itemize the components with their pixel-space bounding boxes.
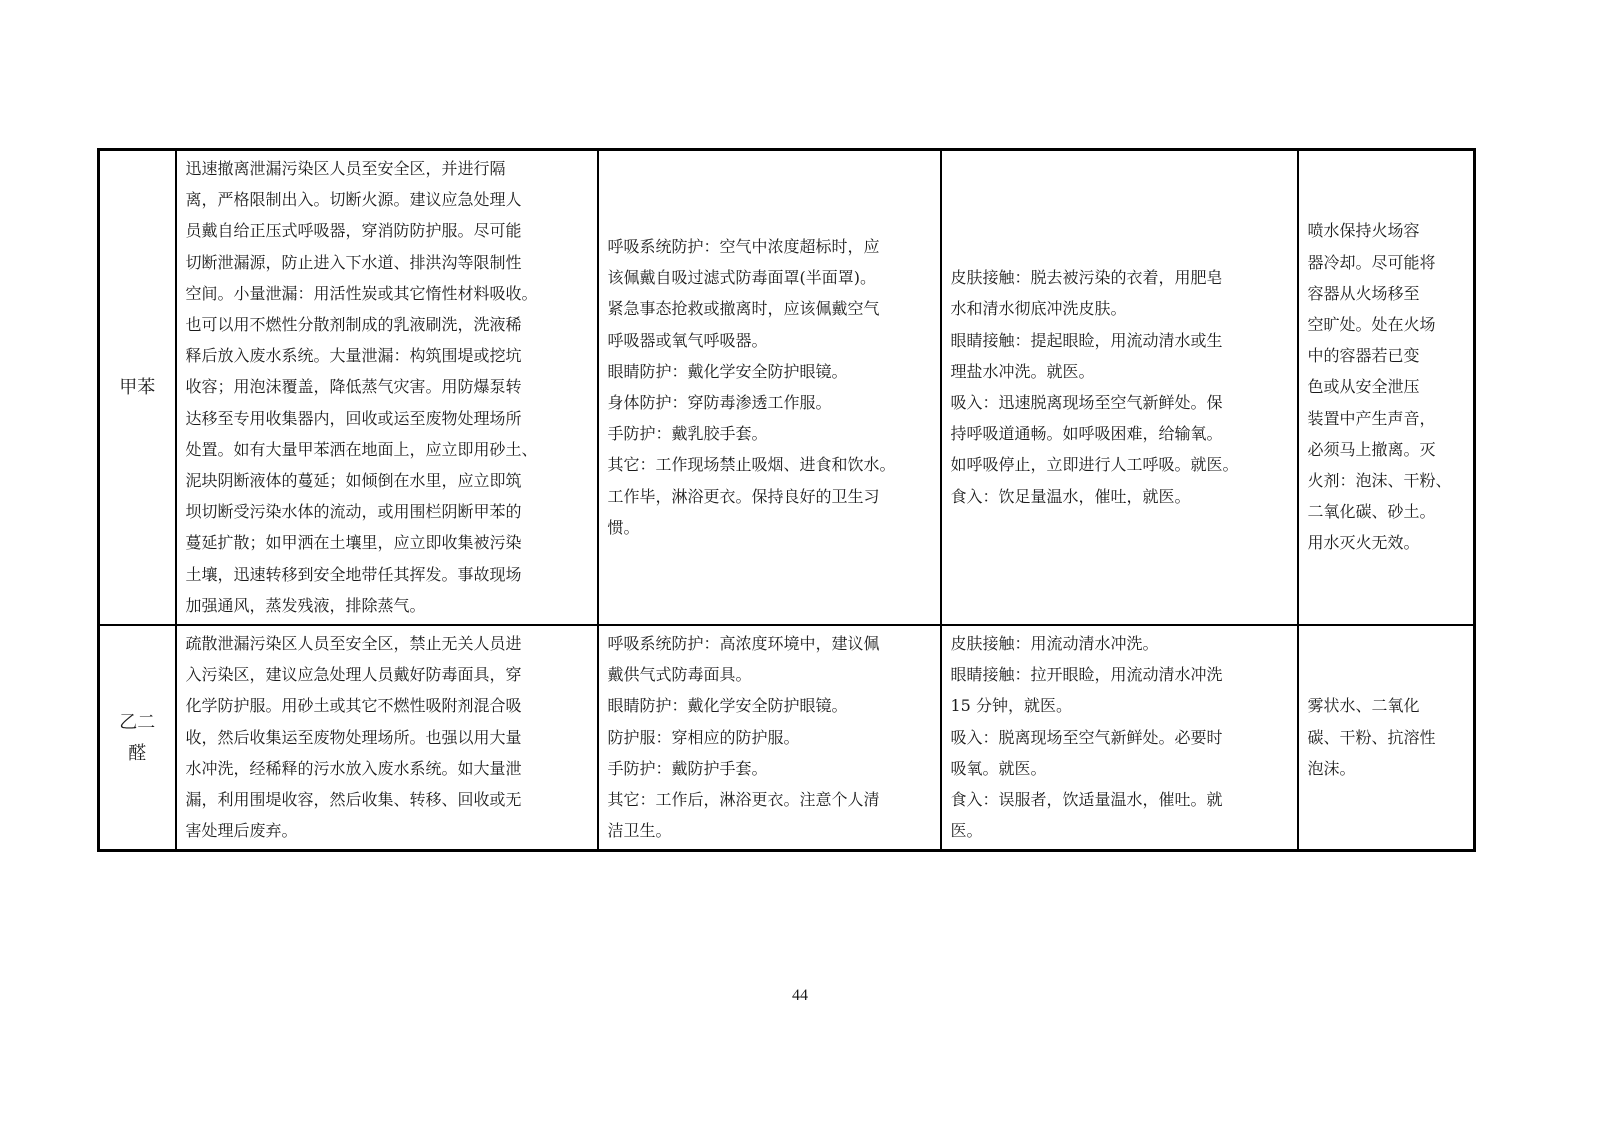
text-line: 喷水保持火场容 (1307, 221, 1420, 241)
text-line: 土壤，迅速转移到安全地带任其挥发。事故现场 (185, 564, 522, 584)
text-line: 惯。 (607, 517, 640, 537)
text-line: 理盐水冲洗。就医。 (950, 361, 1095, 381)
text-line: 吸入：脱离现场至空气新鲜处。必要时 (950, 727, 1223, 747)
text-line: 戴供气式防毒面具。 (607, 665, 752, 685)
text-line: 必须马上撤离。灭 (1307, 439, 1436, 459)
leak-response-cell (176, 625, 598, 851)
text-line: 收，然后收集运至废物处理场所。也强以用大量 (185, 727, 522, 747)
text-line: 如呼吸停止，立即进行人工呼吸。就医。 (950, 455, 1239, 475)
substance-name: 甲苯 (119, 376, 156, 398)
text-line: 工作毕，淋浴更衣。保持良好的卫生习 (607, 486, 880, 506)
text-line: 也可以用不燃性分散剂制成的乳液刷洗，洗液稀 (185, 315, 522, 335)
table-row (99, 625, 1475, 851)
text-line: 空旷处。处在火场 (1307, 315, 1436, 335)
text-line: 医。 (950, 821, 983, 841)
fire-fighting-text (1308, 690, 1465, 784)
text-line: 眼睛接触：提起眼睑，用流动清水或生 (950, 330, 1223, 350)
substance-name: 乙二醛 (119, 711, 156, 764)
text-line: 泥块阴断液体的蔓延；如倾倒在水里，应立即筑 (185, 471, 522, 491)
text-line: 漏，利用围堤收容，然后收集、转移、回收或无 (185, 790, 522, 810)
leak-response-cell (176, 150, 598, 626)
text-line: 水冲洗，经稀释的污水放入废水系统。如大量泄 (185, 758, 522, 778)
leak-response-text (186, 153, 588, 621)
text-line: 处置。如有大量甲苯洒在地面上，应立即用砂土、 (185, 439, 538, 459)
text-line: 装置中产生声音， (1307, 408, 1436, 428)
fire-fighting-cell (1298, 625, 1475, 851)
fire-fighting-text (1308, 215, 1465, 558)
protection-cell (598, 150, 941, 626)
text-line: 空间。小量泄漏：用活性炭或其它惰性材料吸收。 (185, 283, 538, 303)
first-aid-cell (941, 150, 1298, 626)
text-line: 色或从安全泄压 (1307, 377, 1420, 397)
text-line: 害处理后废弃。 (185, 821, 298, 841)
text-line: 15 分钟，就医。 (950, 696, 1072, 716)
text-line: 蔓延扩散；如甲洒在土壤里，应立即收集被污染 (185, 533, 522, 553)
text-line: 二氧化碳、砂土。 (1307, 502, 1436, 522)
text-line: 呼吸系统防护：高浓度环境中，建议佩 (607, 634, 880, 654)
text-line: 化学防护服。用砂土或其它不燃性吸附剂混合吸 (185, 696, 522, 716)
text-line: 紧急事态抢救或撤离时，应该佩戴空气 (607, 299, 880, 319)
table-row (99, 150, 1475, 626)
text-line: 用水灭火无效。 (1307, 533, 1420, 553)
text-line: 呼吸器或氧气呼吸器。 (607, 330, 768, 350)
text-line: 洁卫生。 (607, 821, 672, 841)
text-line: 火剂：泡沫、干粉、 (1307, 471, 1452, 491)
text-line: 碳、干粉、抗溶性 (1307, 727, 1436, 747)
text-line: 皮肤接触：用流动清水冲洗。 (950, 634, 1159, 654)
text-line: 其它：工作现场禁止吸烟、进食和饮水。 (607, 455, 896, 475)
text-line: 释后放入废水系统。大量泄漏：构筑围堤或挖坑 (185, 346, 522, 366)
text-line: 吸入：迅速脱离现场至空气新鲜处。保 (950, 393, 1223, 413)
text-line: 水和清水彻底冲洗皮肤。 (950, 299, 1127, 319)
text-line: 食入：误服者，饮适量温水，催吐。就 (950, 790, 1223, 810)
first-aid-text (951, 262, 1288, 512)
text-line: 泡沫。 (1307, 758, 1356, 778)
text-line: 达移至专用收集器内，回收或运至废物处理场所 (185, 408, 522, 428)
text-line: 防护服：穿相应的防护服。 (607, 727, 800, 747)
text-line: 加强通风，蒸发残液，排除蒸气。 (185, 595, 426, 615)
text-line: 吸氧。就医。 (950, 758, 1047, 778)
text-line: 眼睛防护：戴化学安全防护眼镜。 (607, 361, 848, 381)
text-line: 身体防护：穿防毒渗透工作服。 (607, 393, 832, 413)
text-line: 雾状水、二氧化 (1307, 696, 1420, 716)
text-line: 离，严格限制出入。切断火源。建议应急处理人 (185, 190, 522, 210)
fire-fighting-cell (1298, 150, 1475, 626)
hazard-response-table (97, 148, 1476, 852)
text-line: 食入：饮足量温水，催吐，就医。 (950, 486, 1191, 506)
text-line: 收容；用泡沫覆盖，降低蒸气灾害。用防爆泵转 (185, 377, 522, 397)
text-line: 眼睛接触：拉开眼睑，用流动清水冲洗 (950, 665, 1223, 685)
text-line: 疏散泄漏污染区人员至安全区，禁止无关人员进 (185, 634, 522, 654)
first-aid-text (951, 628, 1288, 846)
text-line: 器冷却。尽可能将 (1307, 252, 1436, 272)
text-line: 中的容器若已变 (1307, 346, 1420, 366)
first-aid-cell (941, 625, 1298, 851)
text-line: 手防护：戴乳胶手套。 (607, 424, 768, 444)
text-line: 入污染区，建议应急处理人员戴好防毒面具，穿 (185, 665, 522, 685)
text-line: 员戴自给正压式呼吸器，穿消防防护服。尽可能 (185, 221, 522, 241)
text-line: 呼吸系统防护：空气中浓度超标时，应 (607, 237, 880, 256)
text-line: 迅速撤离泄漏污染区人员至安全区，并进行隔 (185, 159, 506, 178)
protection-text (608, 231, 931, 543)
text-line: 坝切断受污染水体的流动，或用围栏阴断甲苯的 (185, 502, 522, 522)
substance-name-cell (99, 150, 176, 626)
text-line: 眼睛防护：戴化学安全防护眼镜。 (607, 696, 848, 716)
text-line: 其它：工作后，淋浴更衣。注意个人清 (607, 790, 880, 810)
text-line: 持呼吸道通畅。如呼吸困难，给输氧。 (950, 424, 1223, 444)
text-line: 手防护：戴防护手套。 (607, 758, 768, 778)
page-number: 44 (792, 987, 808, 1004)
substance-name-cell (99, 625, 176, 851)
text-line: 该佩戴自吸过滤式防毒面罩(半面罩)。 (607, 268, 876, 288)
text-line: 切断泄漏源，防止进入下水道、排洪沟等限制性 (185, 252, 522, 272)
protection-text (608, 628, 931, 846)
leak-response-text (186, 628, 588, 846)
text-line: 皮肤接触：脱去被污染的衣着，用肥皂 (950, 268, 1223, 288)
protection-cell (598, 625, 941, 851)
text-line: 容器从火场移至 (1307, 283, 1420, 303)
